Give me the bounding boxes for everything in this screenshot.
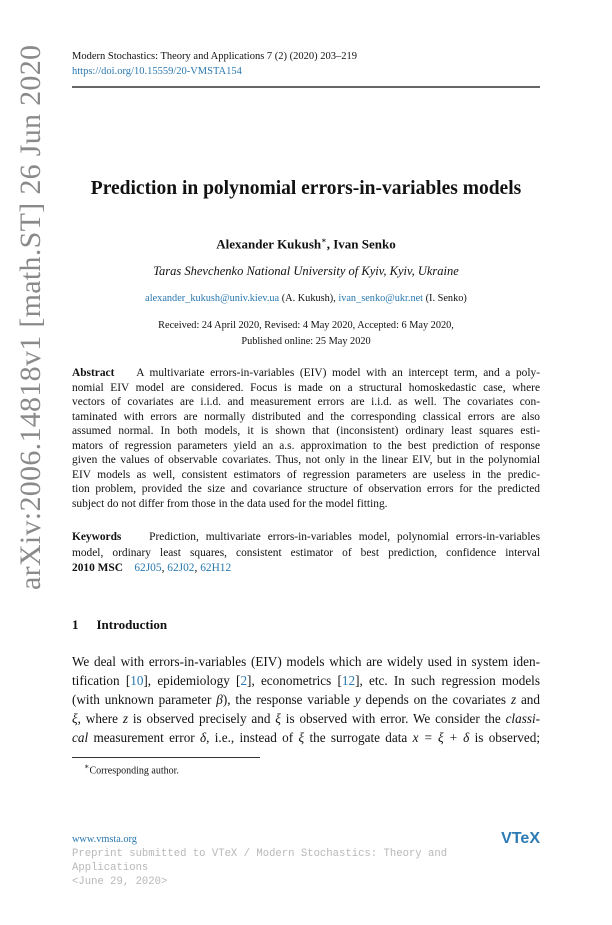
label-bold: Abstract [72,367,115,379]
abstract-line [72,453,540,468]
keywords-line [72,546,540,561]
text-segment: , [194,562,201,574]
math-or-italic-text: δ [200,730,207,745]
text-segment: We deal with errors-in-variables (EIV) models which are widely used in system iden- [72,654,540,669]
journal-reference: Modern Stochastics: Theory and Applications 7 (2) (2020) 203–219 [72,51,358,62]
math-or-italic-text: ξ [72,711,78,726]
text-segment: depends on the covariates [360,692,511,707]
footnote-text: Corresponding author. [89,765,179,777]
text-segment: vectors of covariates are i.i.d. and measurement errors are i.i.d. as well. The covariates con- [72,396,540,408]
footnote [84,762,179,776]
emails [72,293,540,304]
section-number: 1 [72,617,79,632]
math-or-italic-text: ξ [298,730,305,745]
abstract-line [72,395,540,410]
reference-link[interactable]: 10 [130,673,144,688]
abstract-line [72,366,540,381]
abstract-line [72,468,540,483]
text-segment: tion problem, provided the size and covariance structure of observation errors for the predicted [72,483,540,495]
authors [72,235,540,252]
preprint-line-3: <June 29, 2020> [72,876,168,888]
math-or-italic-text: x = ξ + δ [412,730,470,745]
footnote-rule [72,757,260,758]
section-title: Introduction [96,617,168,632]
intro-line [72,709,540,728]
preprint-line-1: Preprint submitted to VTeX / Modern Stochastics: Theory and [72,848,448,860]
reference-link[interactable]: alexander_kukush@univ.kiev.ua [145,293,280,304]
text-segment: (with unknown parameter [72,692,217,707]
vtex-logo: VTeX [501,830,540,847]
abstract-line [72,410,540,425]
intro-line [72,728,540,747]
paper-title: Prediction in polynomial errors-in-variables models [90,178,522,199]
intro-line [72,652,540,671]
abstract-line [72,497,540,512]
text-segment: ], epidemiology [ [143,673,241,688]
text-segment: (A. Kukush), [279,293,339,304]
text-segment: and [516,692,540,707]
text-segment: measurement error [88,730,201,745]
keywords-line [72,561,540,576]
dates-published: Published online: 25 May 2020 [241,336,371,347]
intro-line [72,671,540,690]
reference-link[interactable]: 62H12 [200,562,232,574]
author-kukush: Alexander Kukush [216,236,322,252]
text-segment: tification [ [72,673,131,688]
preprint-line-2: Applications [72,862,149,874]
math-or-italic-text: z [122,711,129,726]
intro-line [72,690,540,709]
author-senko: , Ivan Senko [326,236,396,252]
text-segment: Prediction, multivariate errors-in-variables model, polynomial errors-in-variables [121,531,540,543]
header-rule [72,86,540,88]
text-segment: subject do not differ from those in the data used for the model fitting. [72,497,388,510]
corresponding-mark: ∗ [321,236,327,245]
text-segment: ), the response variable [222,692,355,707]
text-segment: is observed with error. We consider the [280,711,506,726]
dates-received: Received: 24 April 2020, Revised: 4 May 2020, Accepted: 6 May 2020, [158,320,454,331]
text-segment: , where [77,711,123,726]
text-segment: the surrogate data [304,730,413,745]
math-or-italic-text: cal [72,730,89,745]
label-bold: Keywords [72,531,122,543]
abstract-line [72,381,540,396]
doi-link[interactable]: https://doi.org/10.15559/20-VMSTA154 [72,66,242,77]
math-or-italic-text: y [354,692,361,707]
abstract-line [72,482,540,497]
math-or-italic-text: β [216,692,223,707]
label-bold: 2010 MSC [72,562,123,574]
text-segment: mators of regression parameters yield an a.s. approximation to the best prediction of response [72,439,540,452]
math-or-italic-text: classi- [505,711,541,726]
text-segment: nomial EIV model are considered. Focus is made on a structural homoskedastic case, where [72,381,540,394]
abstract-line [72,424,540,439]
text-segment: EIV models as well, consistent estimators of regression parameters are useless in the predic- [72,468,540,481]
text-segment: is observed; [469,730,540,745]
reference-link[interactable]: 62J02 [167,562,195,574]
text-segment: assumed normal. In both models, it is shown that (inconsistent) ordinary least squares esti- [72,425,540,437]
reference-link[interactable]: 2 [240,673,248,688]
text-segment: A multivariate errors-in-variables (EIV) model with an intercept term, and a poly- [114,367,540,379]
text-segment: ], etc. In such regression models [355,673,540,688]
text-segment: given the values of observable covariates. Thus, not only in the linear EIV, but in the polynomial [72,454,540,466]
vmsta-link[interactable]: www.vmsta.org [72,834,137,845]
keywords-line [72,530,540,545]
text-segment [123,562,134,574]
reference-link[interactable]: 12 [341,673,356,688]
text-segment: is observed precisely and [128,711,276,726]
text-segment: model, ordinary least squares, consistent estimator of best prediction, confidence interval [72,546,540,559]
reference-link[interactable]: 62J05 [134,562,162,574]
section-heading [72,617,167,633]
text-segment: (I. Senko) [423,293,467,304]
text-segment: , [161,562,168,574]
footnote-mark: ∗ [84,762,90,771]
arxiv-stamp: arXiv:2006.14818v1 [math.ST] 26 Jun 2020 [14,44,47,590]
abstract-line [72,439,540,454]
math-or-italic-text: z [510,692,517,707]
text-segment: ], econometrics [ [247,673,342,688]
math-or-italic-text: ξ [275,711,281,726]
affiliation: Taras Shevchenko National University of Kyiv, Kyiv, Ukraine [153,264,459,278]
reference-link[interactable]: ivan_senko@ukr.net [338,293,424,304]
text-segment: , i.e., instead of [206,730,299,745]
text-segment: taminated with errors are normally distributed and the corresponding classical errors are also [72,410,540,423]
